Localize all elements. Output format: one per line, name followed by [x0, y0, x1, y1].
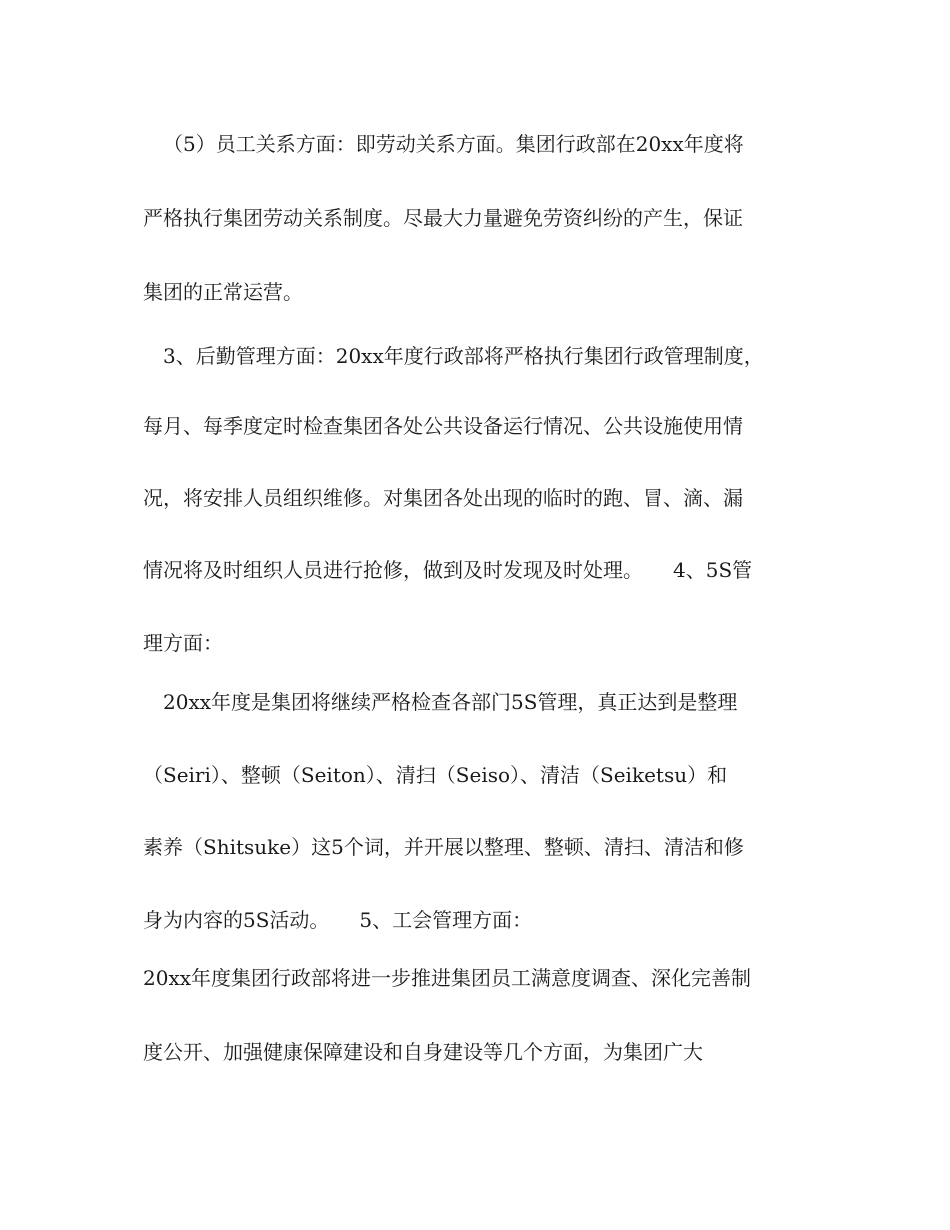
- text-line: 每月、每季度定时检查集团各处公共设备运行情况、公共设施使用情: [143, 414, 743, 438]
- text-line: 况，将安排人员组织维修。对集团各处出现的临时的跑、冒、滴、漏: [143, 486, 743, 510]
- text-line: 情况将及时组织人员进行抢修，做到及时发现及时处理。 4、5S管: [143, 558, 753, 582]
- text-line: 素养（Shitsuke）这5个词，并开展以整理、整顿、清扫、清洁和修: [143, 835, 744, 859]
- text-line: 集团的正常运营。: [143, 280, 303, 304]
- text-line: 严格执行集团劳动关系制度。尽最大力量避免劳资纠纷的产生，保证: [143, 206, 743, 230]
- text-line: 身为内容的5S活动。 5、工会管理方面：: [143, 908, 533, 932]
- text-line: 20xx年度是集团将继续严格检查各部门5S管理，真正达到是整理: [163, 690, 738, 714]
- text-line: 3、后勤管理方面：20xx年度行政部将严格执行集团行政管理制度，: [163, 344, 764, 368]
- text-line: （5）员工关系方面：即劳动关系方面。集团行政部在20xx年度将: [163, 132, 744, 156]
- text-line: 20xx年度集团行政部将进一步推进集团员工满意度调查、深化完善制: [143, 966, 752, 990]
- text-line: 度公开、加强健康保障建设和自身建设等几个方面，为集团广大: [143, 1040, 703, 1064]
- text-line: 理方面：: [143, 631, 223, 655]
- text-line: （Seiri）、整顿（Seiton）、清扫（Seiso）、清洁（Seiketsu）和: [143, 763, 728, 787]
